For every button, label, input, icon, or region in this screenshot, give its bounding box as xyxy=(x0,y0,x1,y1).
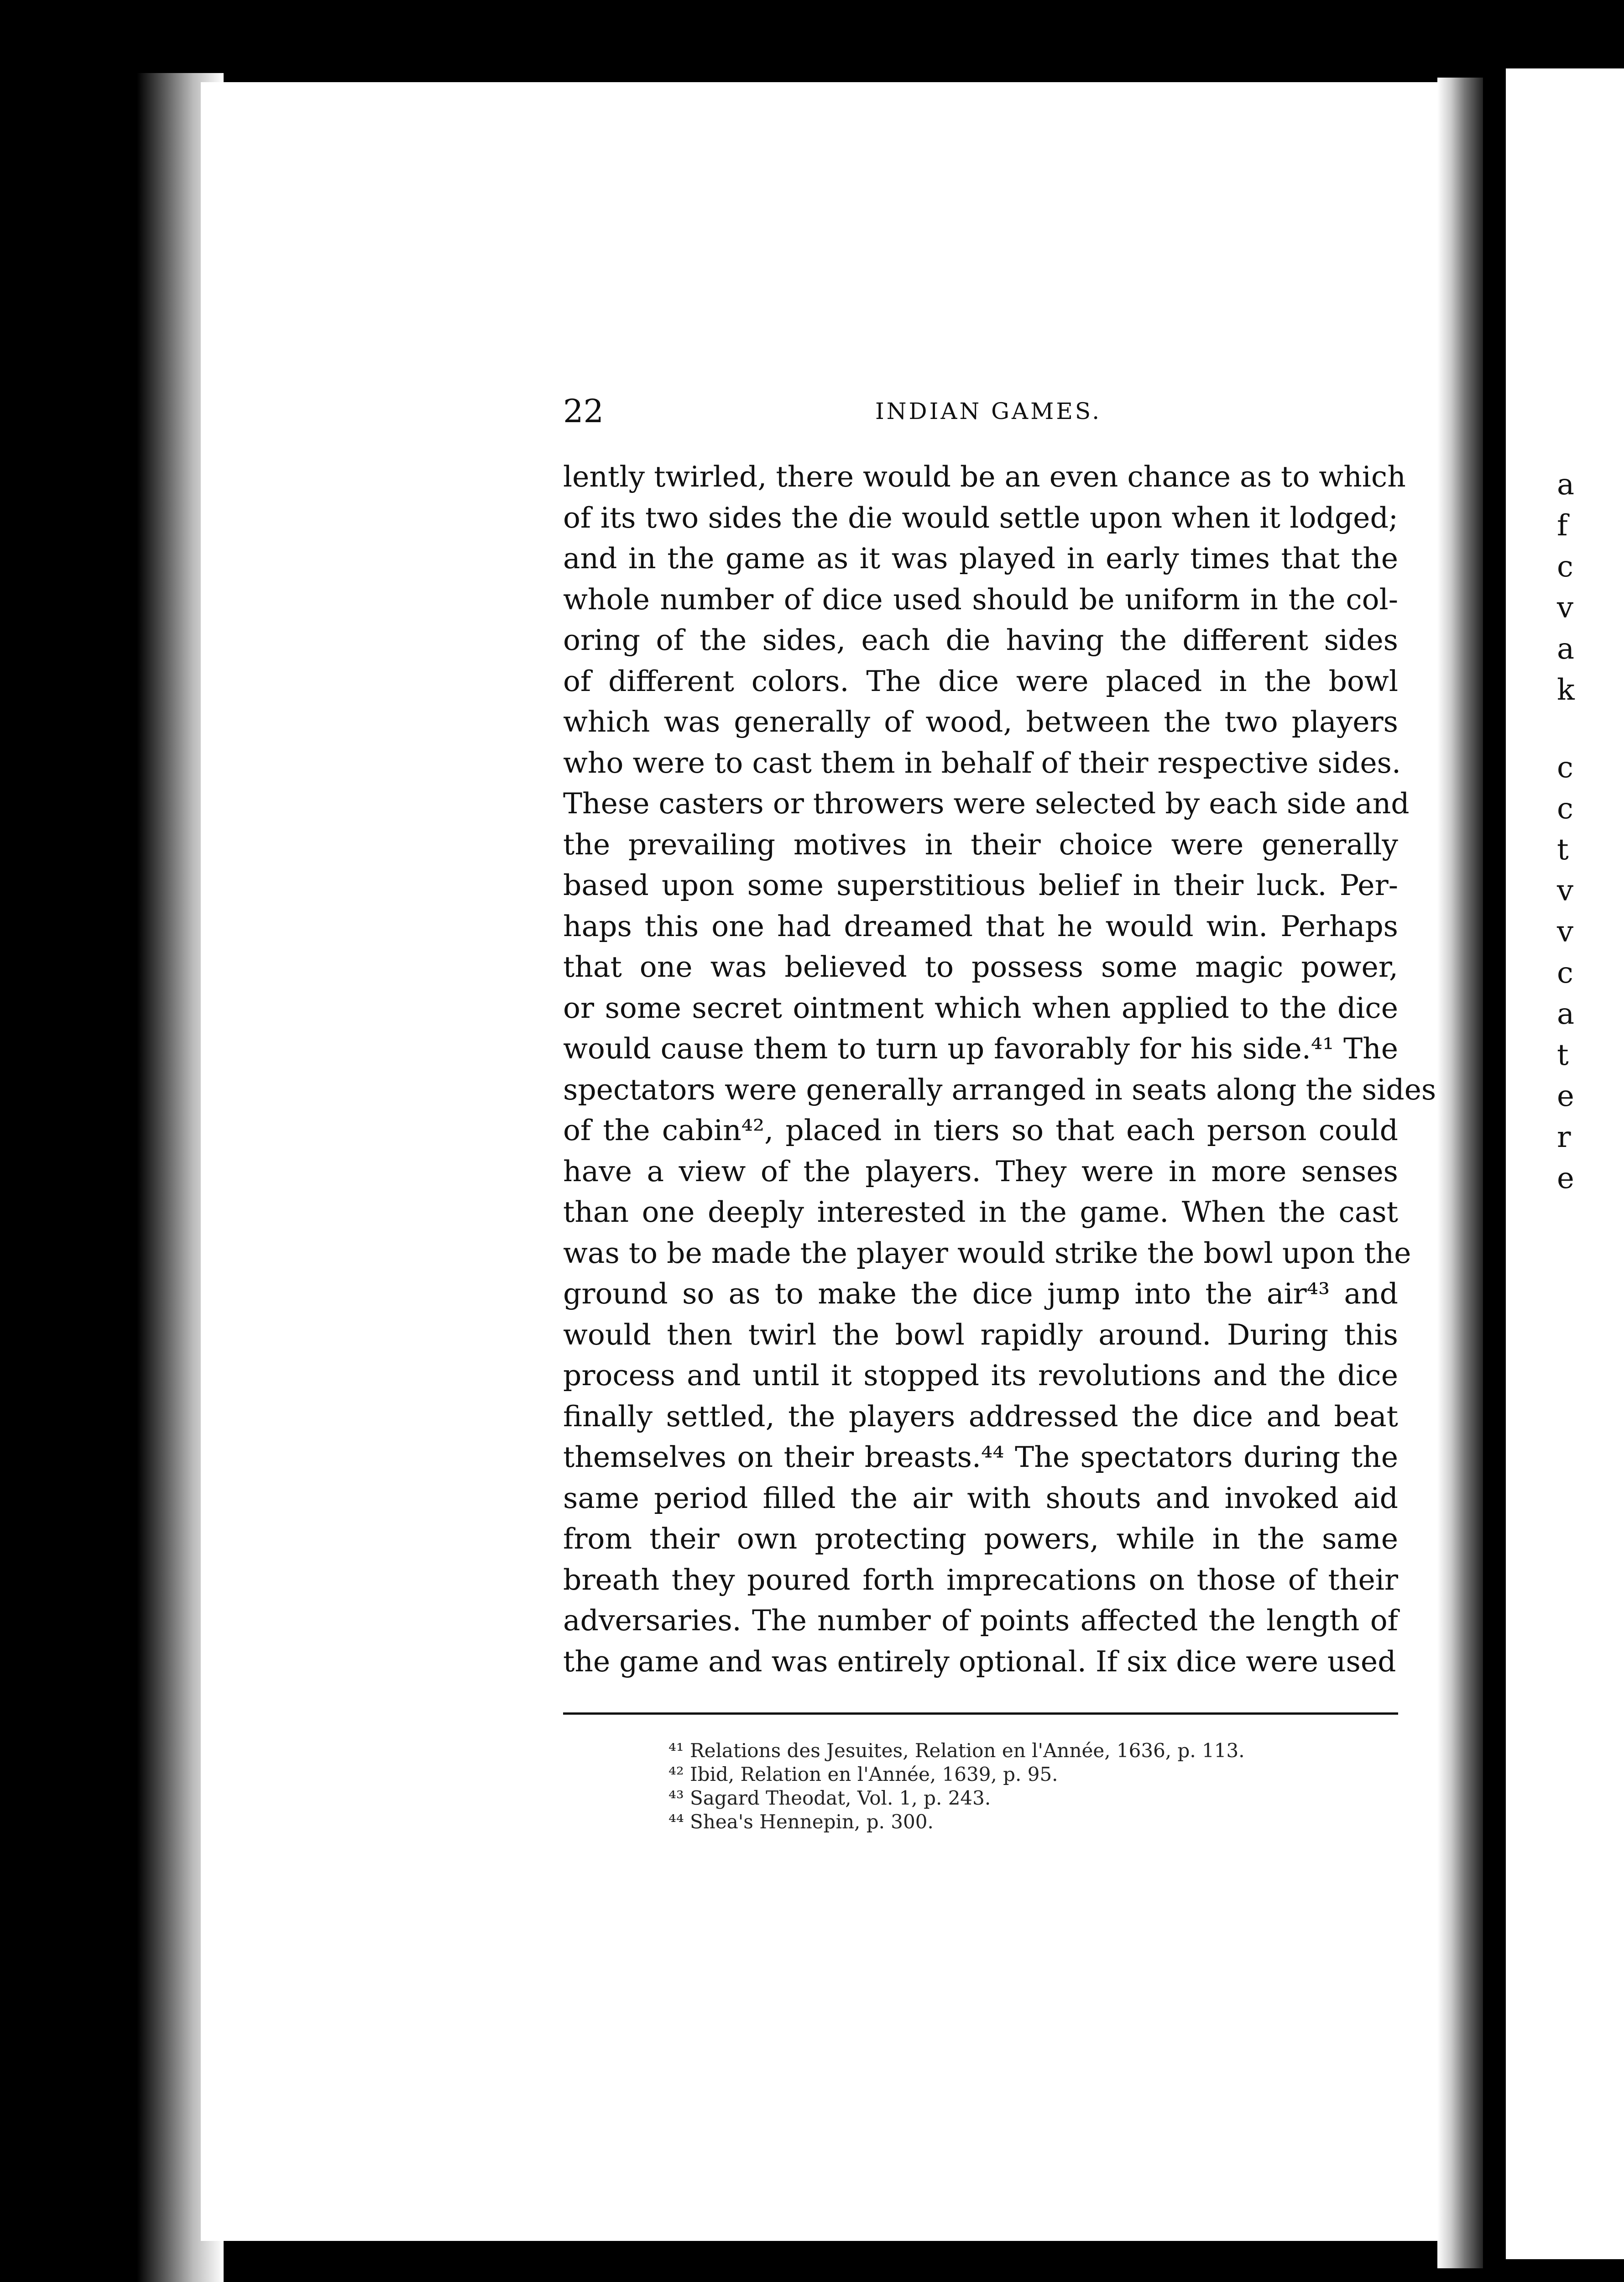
text-line: who were to cast them in behalf of their respective sides. xyxy=(563,746,1401,780)
text-line: same period filled the air with shouts and invoked aid xyxy=(563,1481,1398,1515)
text-line: would then twirl the bowl rapidly around. During this xyxy=(563,1318,1398,1351)
text-line: spectators were generally arranged in seats along the sides xyxy=(563,1073,1436,1106)
text-line: or some secret ointment which when applied to the dice xyxy=(563,991,1398,1025)
margin-fragment: a xyxy=(1557,632,1575,666)
gutter-shadow xyxy=(1437,78,1483,2268)
footnote-rule xyxy=(563,1712,1398,1715)
margin-fragment: v xyxy=(1557,915,1574,949)
margin-fragment: c xyxy=(1557,956,1573,990)
margin-fragment: k xyxy=(1557,673,1575,707)
margin-fragment: f xyxy=(1557,509,1568,543)
margin-fragment: e xyxy=(1557,1079,1574,1113)
text-line: of the cabin⁴², placed in tiers so that each person could xyxy=(563,1114,1398,1147)
text-line: have a view of the players. They were in more senses xyxy=(563,1154,1398,1188)
text-line: the game and was entirely optional. If six dice were used xyxy=(563,1644,1396,1678)
margin-fragment: c xyxy=(1557,550,1573,584)
footnote: ⁴⁴ Shea's Hennepin, p. 300. xyxy=(668,1811,934,1833)
margin-fragment: v xyxy=(1557,591,1574,625)
text-line: of different colors. The dice were placed in the bowl xyxy=(563,664,1398,698)
page-header xyxy=(563,393,1398,434)
margin-fragment: v xyxy=(1557,874,1574,908)
margin-fragment: t xyxy=(1557,1038,1569,1072)
text-line: breath they poured forth imprecations on those of their xyxy=(563,1563,1398,1596)
running-head: INDIAN GAMES. xyxy=(875,398,1102,424)
footnote: ⁴² Ibid, Relation en l'Année, 1639, p. 95. xyxy=(668,1763,1058,1785)
margin-fragment: r xyxy=(1557,1120,1571,1154)
text-line: ground so as to make the dice jump into the air⁴³ and xyxy=(563,1277,1398,1310)
text-line: that one was believed to possess some magic power, xyxy=(563,950,1398,984)
text-line: based upon some superstitious belief in their luck. Per- xyxy=(563,869,1398,902)
text-line: haps this one had dreamed that he would win. Perhaps xyxy=(563,909,1398,943)
text-line: process and until it stopped its revolutions and the dice xyxy=(563,1359,1398,1392)
text-line: oring of the sides, each die having the different sides xyxy=(563,623,1398,657)
footnote: ⁴¹ Relations des Jesuites, Relation en l'Année, 1636, p. 113. xyxy=(668,1739,1245,1762)
text-line: These casters or throwers were selected by each side and xyxy=(563,787,1410,820)
text-line: would cause them to turn up favorably for his side.⁴¹ The xyxy=(563,1032,1398,1065)
text-line: themselves on their breasts.⁴⁴ The spectators during the xyxy=(563,1440,1398,1474)
text-line: finally settled, the players addressed the dice and beat xyxy=(563,1399,1398,1433)
margin-fragment: e xyxy=(1557,1162,1574,1195)
margin-fragment: a xyxy=(1557,468,1575,502)
text-line: which was generally of wood, between the two players xyxy=(563,705,1398,738)
text-line: adversaries. The number of points affected the length of xyxy=(563,1604,1398,1637)
text-line: the prevailing motives in their choice were generally xyxy=(563,827,1398,861)
text-line: than one deeply interested in the game. When the cast xyxy=(563,1195,1398,1229)
page-number: 22 xyxy=(563,393,604,430)
margin-fragment: c xyxy=(1557,792,1573,826)
body-text xyxy=(563,456,1436,1682)
margin-fragment: t xyxy=(1557,833,1569,867)
margin-fragment: a xyxy=(1557,997,1575,1031)
footnote: ⁴³ Sagard Theodat, Vol. 1, p. 243. xyxy=(668,1787,991,1809)
text-line: lently twirled, there would be an even chance as to which xyxy=(563,460,1406,493)
text-line: of its two sides the die would settle upon when it lodged; xyxy=(563,501,1398,534)
footnotes xyxy=(668,1739,1399,1834)
text-line: from their own protecting powers, while in the same xyxy=(563,1522,1398,1555)
text-line: was to be made the player would strike the bowl upon the xyxy=(563,1236,1411,1270)
margin-fragment: c xyxy=(1557,751,1573,785)
text-line: whole number of dice used should be uniform in the col- xyxy=(563,582,1398,616)
text-line: and in the game as it was played in early times that the xyxy=(563,542,1398,575)
